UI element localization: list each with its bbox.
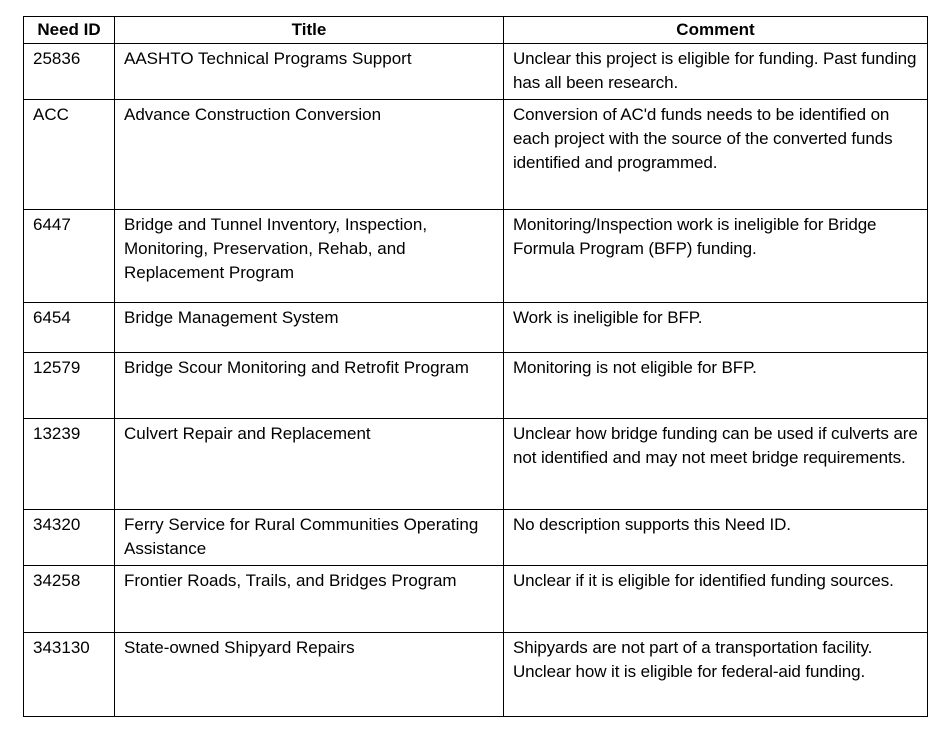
need-id-cell: 13239 [24, 419, 115, 510]
table-row [24, 210, 928, 303]
comment-cell: Monitoring/Inspection work is ineligible for Bridge Formula Program (BFP) funding. [504, 210, 928, 303]
title-cell: Bridge Scour Monitoring and Retrofit Program [115, 353, 504, 419]
table-row [24, 44, 928, 100]
need-id-cell: ACC [24, 100, 115, 210]
header-comment: Comment [504, 17, 928, 44]
comment-cell: Unclear how bridge funding can be used if culverts are not identified and may not meet bridge requirements. [504, 419, 928, 510]
table-row [24, 633, 928, 717]
title-cell: Frontier Roads, Trails, and Bridges Program [115, 566, 504, 633]
title-cell: Bridge Management System [115, 303, 504, 353]
comment-cell: Work is ineligible for BFP. [504, 303, 928, 353]
need-comments-table [23, 16, 928, 717]
need-id-cell: 34258 [24, 566, 115, 633]
table-row [24, 566, 928, 633]
need-id-cell: 6447 [24, 210, 115, 303]
need-id-cell: 6454 [24, 303, 115, 353]
comment-cell: Unclear this project is eligible for funding. Past funding has all been research. [504, 44, 928, 100]
comment-cell: Conversion of AC'd funds needs to be identified on each project with the source of the converted funds identified and programmed. [504, 100, 928, 210]
comment-cell: Monitoring is not eligible for BFP. [504, 353, 928, 419]
title-cell: Bridge and Tunnel Inventory, Inspection, Monitoring, Preservation, Rehab, and Replacement Program [115, 210, 504, 303]
table-row [24, 303, 928, 353]
need-id-cell: 12579 [24, 353, 115, 419]
header-title: Title [115, 17, 504, 44]
table-row [24, 353, 928, 419]
table-row [24, 419, 928, 510]
title-cell: Culvert Repair and Replacement [115, 419, 504, 510]
comment-cell: No description supports this Need ID. [504, 510, 928, 566]
need-id-cell: 25836 [24, 44, 115, 100]
table-row [24, 100, 928, 210]
comment-cell: Shipyards are not part of a transportation facility. Unclear how it is eligible for federal-aid funding. [504, 633, 928, 717]
need-id-cell: 34320 [24, 510, 115, 566]
table-row [24, 510, 928, 566]
header-need-id: Need ID [24, 17, 115, 44]
need-id-cell: 343130 [24, 633, 115, 717]
table-header-row [24, 17, 928, 44]
title-cell: Ferry Service for Rural Communities Operating Assistance [115, 510, 504, 566]
title-cell: State-owned Shipyard Repairs [115, 633, 504, 717]
title-cell: Advance Construction Conversion [115, 100, 504, 210]
comment-cell: Unclear if it is eligible for identified funding sources. [504, 566, 928, 633]
title-cell: AASHTO Technical Programs Support [115, 44, 504, 100]
